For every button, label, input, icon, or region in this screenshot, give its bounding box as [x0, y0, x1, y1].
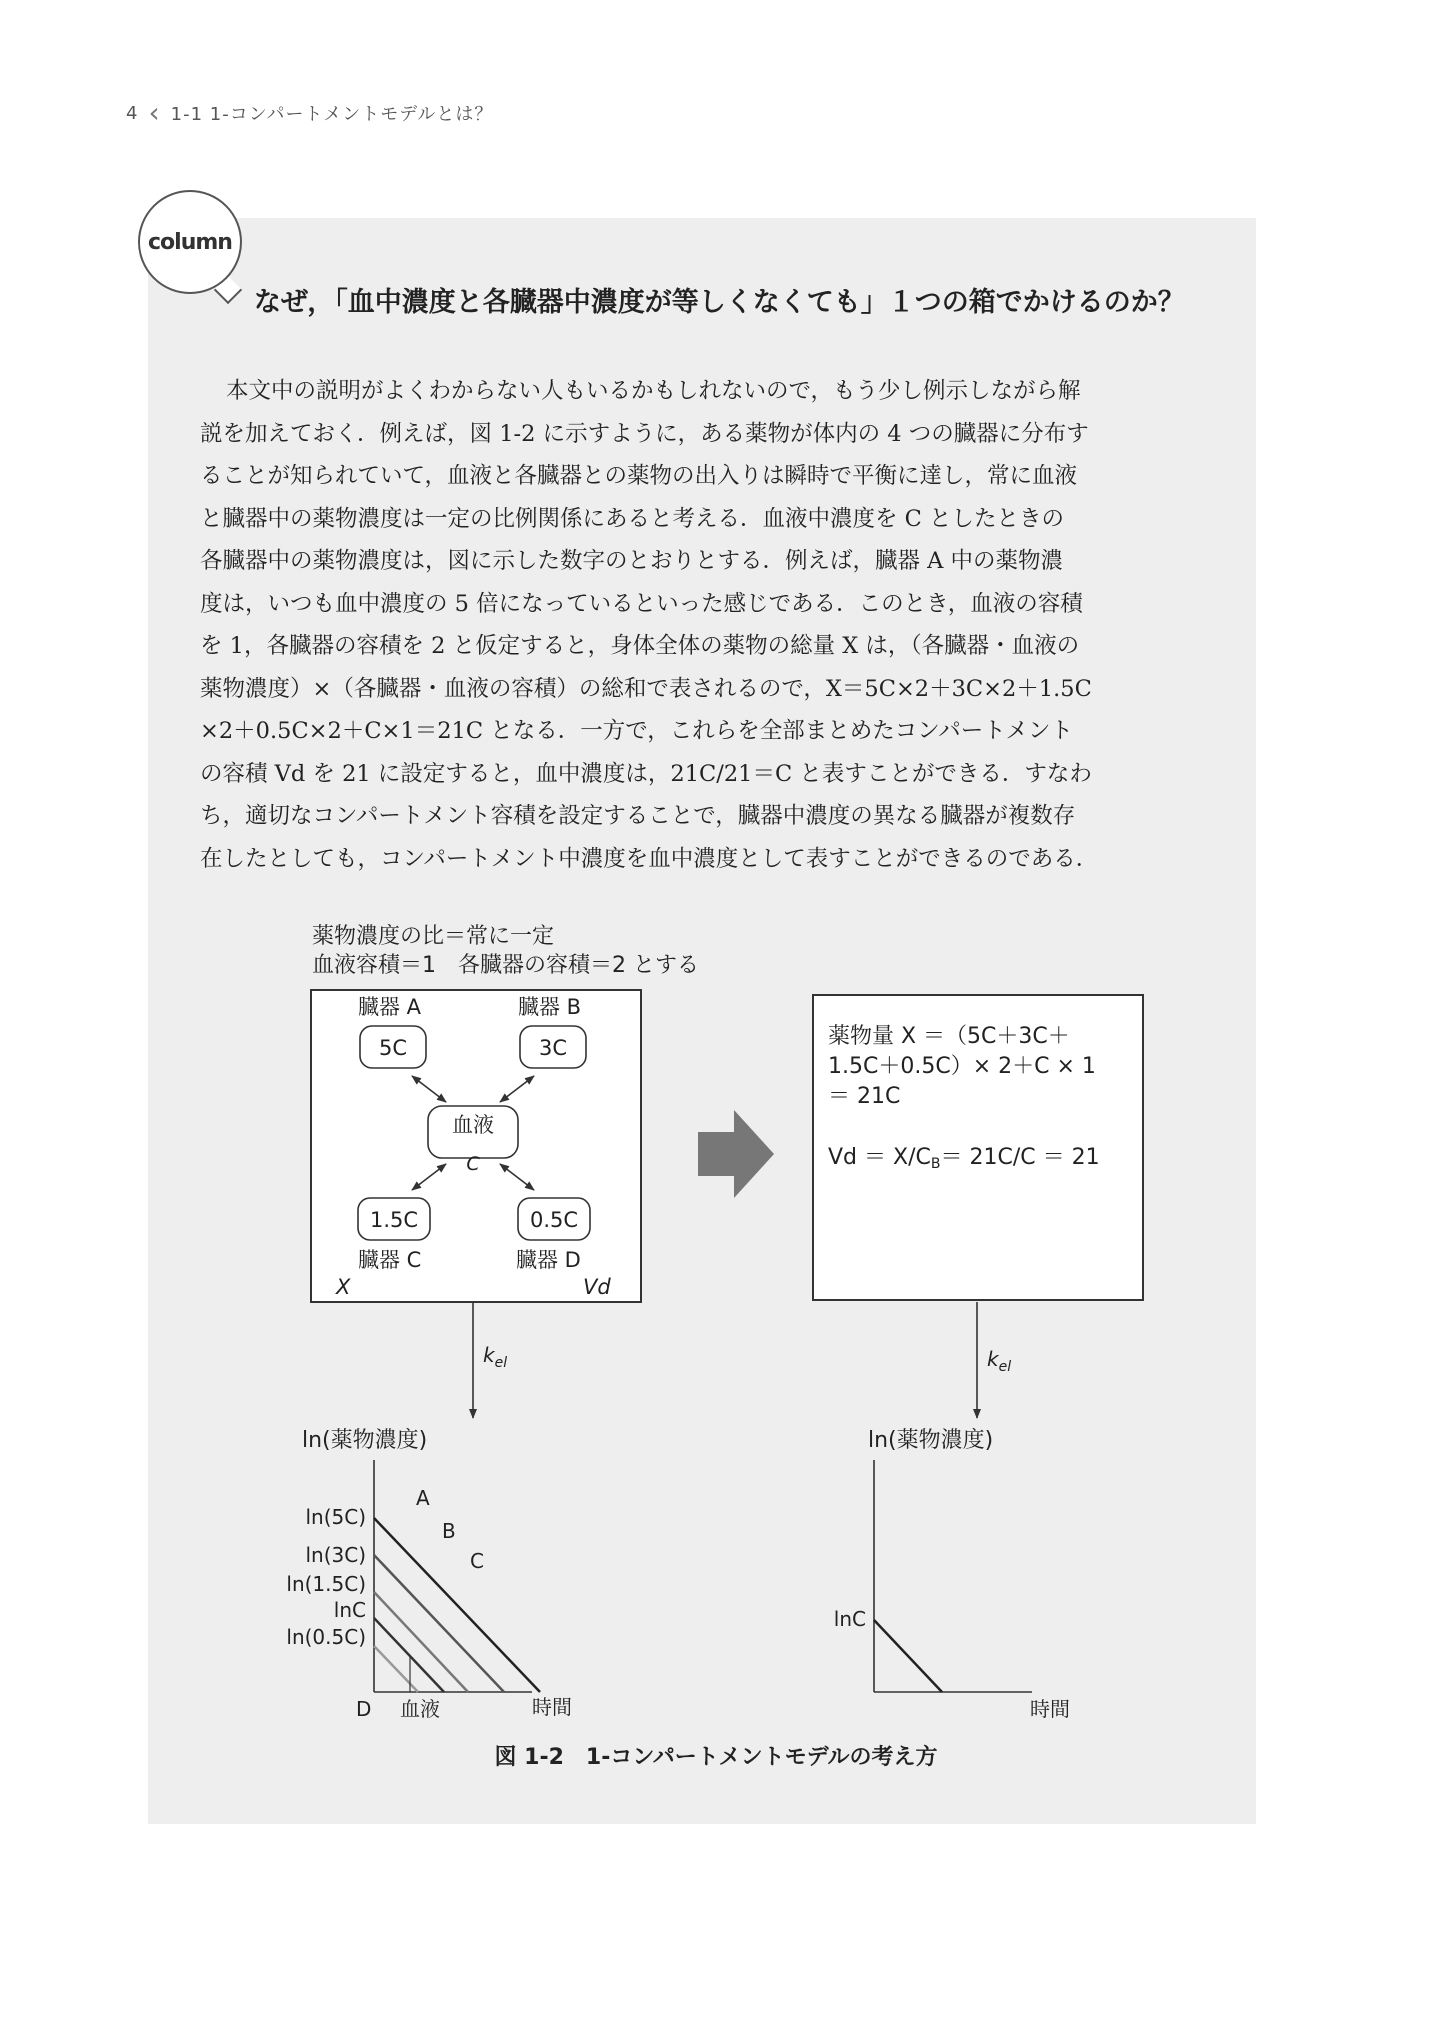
line-label-d: D: [356, 1697, 372, 1721]
organ-c-conc: 1.5C: [369, 1208, 419, 1232]
line-label-blood: 血液: [400, 1697, 440, 1721]
right-tick-lnc: lnC: [833, 1607, 866, 1631]
organ-d-label: 臓器 D: [516, 1248, 581, 1272]
body-line: 本文中の説明がよくわからない人もいるかもしれないので，もう少し例示しながら解: [226, 378, 1081, 404]
chevron-left-icon: ‹: [148, 96, 161, 129]
tick-ln15c: ln(1.5C): [286, 1572, 366, 1596]
tick-ln05c: ln(0.5C): [286, 1625, 366, 1649]
decay-line-a: [374, 1518, 540, 1692]
vd-formula: Vd ＝ X/CB＝ 21C/C ＝ 21: [828, 1145, 1100, 1172]
body-line: 説を加えておく．例えば，図 1-2 に示すように，ある薬物が体内の 4 つの臓器に分布す: [200, 420, 1089, 447]
page-number: 4: [126, 102, 139, 124]
left-graph-ylabel: ln(薬物濃度): [302, 1428, 428, 1453]
organ-a-label: 臓器 A: [358, 995, 422, 1019]
organ-b-label: 臓器 B: [518, 995, 582, 1019]
body-line: 度は，いつも血中濃度の 5 倍になっているといった感じである．このとき，血液の容積: [200, 590, 1083, 617]
organ-d-conc: 0.5C: [529, 1208, 579, 1232]
decay-line-b: [374, 1555, 504, 1692]
figure-note-volume: 血液容積＝1 各臓器の容積＝2 とする: [312, 953, 699, 978]
transform-arrow-icon: [698, 1110, 774, 1198]
amount-formula-line1: 薬物量 X ＝（5C＋3C＋: [828, 1024, 1070, 1049]
body-line: ることが知られていて，血液と各臓器との薬物の出入りは瞬時で平衡に達し，常に血液: [200, 463, 1078, 489]
decay-line-c: [374, 1592, 468, 1692]
body-line: 在したとしても，コンパートメント中濃度を血中濃度として表すことができるのである．: [200, 845, 1099, 872]
organ-b-conc: 3C: [538, 1036, 568, 1060]
body-line: と臓器中の薬物濃度は一定の比例関係にあると考える．血液中濃度を C としたときの: [200, 505, 1065, 532]
section-title: 1-1 1-コンパートメントモデルとは？: [170, 104, 494, 125]
body-line: ち，適切なコンパートメント容積を設定することで，臓器中濃度の異なる臓器が複数存: [200, 803, 1076, 829]
blood-label: 血液: [452, 1113, 494, 1137]
kel-left: $k_{el}$: [483, 1343, 508, 1371]
tick-ln5c: ln(5C): [305, 1505, 366, 1529]
box-vd-label: Vd: [583, 1275, 611, 1299]
line-label-b: B: [442, 1519, 456, 1543]
organ-c-label: 臓器 C: [358, 1248, 422, 1272]
column-title: なぜ，「血中濃度と各臓器中濃度が等しくなくても」１つの箱でかけるのか？: [254, 287, 1185, 318]
right-graph-xlabel: 時間: [1030, 1697, 1070, 1721]
body-line: 各臓器中の薬物濃度は，図に示した数字のとおりとする．例えば，臓器 A 中の薬物濃: [200, 548, 1064, 574]
tick-ln3c: ln(3C): [305, 1543, 366, 1567]
amount-formula-line3: ＝ 21C: [828, 1084, 901, 1109]
right-graph-ylabel: ln(薬物濃度): [868, 1428, 994, 1453]
kel-right: $k_{el}$: [987, 1347, 1012, 1375]
amount-formula-line2: 1.5C＋0.5C）× 2＋C × 1: [828, 1054, 1096, 1079]
body-line: を 1，各臓器の容積を 2 と仮定すると，身体全体の薬物の総量 X は，（各臓器・血液の: [200, 633, 1080, 659]
organ-a-conc: 5C: [378, 1036, 408, 1060]
blood-conc: C: [466, 1153, 480, 1175]
line-label-c: C: [470, 1549, 484, 1573]
line-label-a: A: [416, 1486, 430, 1510]
column-badge-label: column: [148, 229, 232, 255]
left-graph-xlabel: 時間: [532, 1695, 572, 1719]
tick-lnc: lnC: [333, 1598, 366, 1622]
figure-caption: 図 1-2 1-コンパートメントモデルの考え方: [494, 1745, 938, 1770]
decay-line-d: [374, 1646, 418, 1692]
body-line: 薬物濃度）×（各臓器・血液の容積）の総和で表されるので，X＝5C×2＋3C×2＋1.5C: [200, 675, 1092, 702]
body-line: の容積 Vd を 21 に設定すると，血中濃度は，21C/21＝C と表すことができる．すなわ: [200, 760, 1092, 787]
right-decay-line: [874, 1620, 942, 1692]
box-x-label: X: [336, 1275, 351, 1299]
figure-note-ratio: 薬物濃度の比＝常に一定: [312, 924, 555, 949]
body-line: ×2＋0.5C×2＋C×1＝21C となる．一方で，これらを全部まとめたコンパートメント: [200, 718, 1073, 744]
